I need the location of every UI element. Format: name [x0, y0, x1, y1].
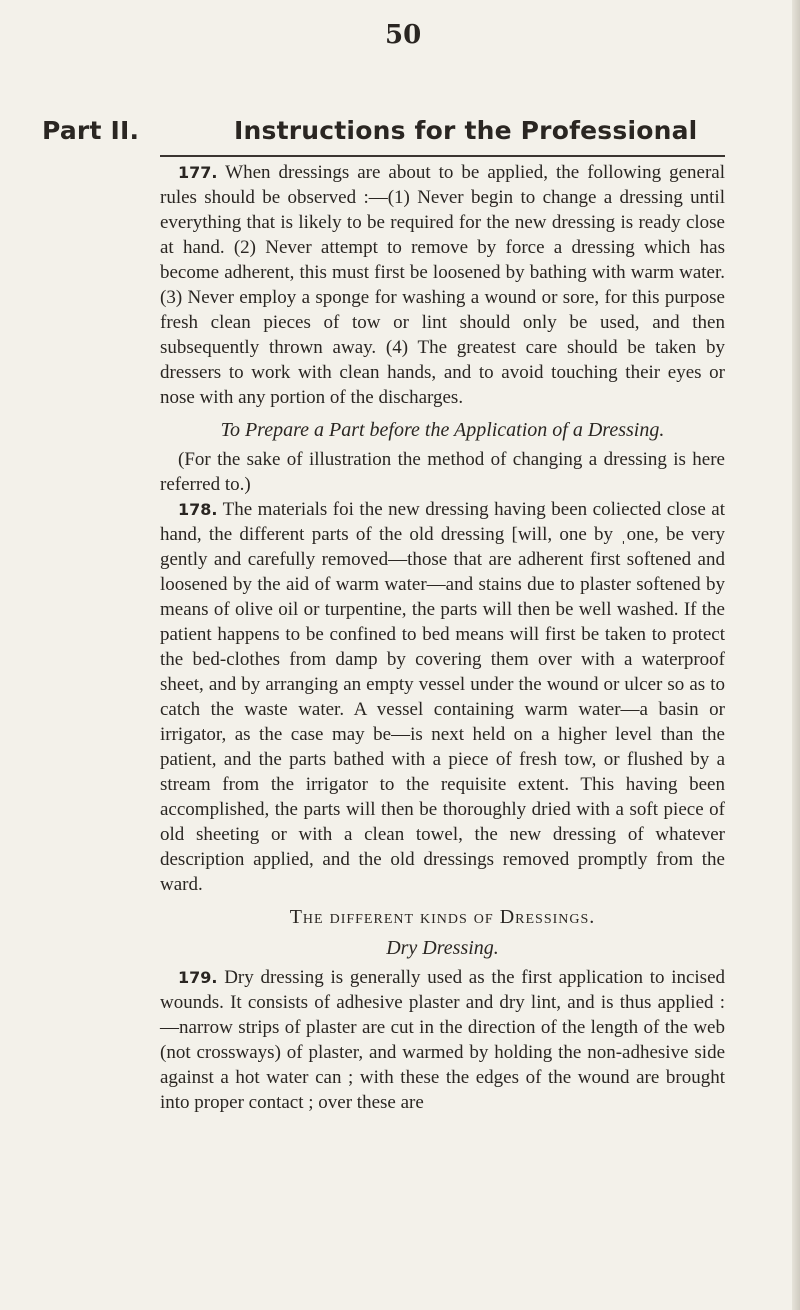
- running-head: [42, 116, 732, 152]
- subheading-prepare: To Prepare a Part before the Application of a Dressing.: [220, 419, 665, 441]
- paragraph-178: [160, 497, 725, 897]
- paragraph-text: When dressings are about to be applied, the following general rules should be observed :—(1) Never begin to change a dressing until everything that is likely to be required for the new dressing is ready close at hand. (2) Never attempt to remove by force a dressing which has become adherent, this must first be loosened by bathing with warm water. (3) Never employ a sponge for washing a wound or sore, for this purpose fresh clean pieces of tow or lint should only be used, and then subsequently thrown away. (4) The greatest care should be taken by dressers to work with clean hands, and to avoid touching their eyes or nose with any portion of the discharges.: [160, 162, 725, 408]
- header-rule: [160, 155, 725, 157]
- paragraph-text: The materials foi the new dressing having been coliected close at hand, the different parts of the old dressing [will, one by ˌone, be very gently and carefully removed—those that are adherent first softened and loosened by the aid of warm water—and stains due to plaster softened by means of olive oil or turpentine, the parts will then be well washed. If the patient happens to be confined to bed means will first be taken to protect the bed-clothes from damp by covering them over with a waterproof sheet, and by arranging an empty vessel under the wound or ulcer so as to catch the waste water. A vessel containing warm water—a basin or irrigator, as the case may be—is next held on a higher level than the patient, and the parts bathed with a piece of fresh tow, or flushed by a stream from the irrigator to the requisite extent. This having been accomplished, the parts will then be thoroughly dried with a soft piece of old sheeting or with a clean towel, the new dressing of whatever description applied, and the old dressings removed promptly from the ward.: [160, 499, 725, 895]
- running-title: Instructions for the Professional: [234, 116, 698, 145]
- paragraph-text: Dry dressing is generally used as the first application to incised wounds. It consists of adhesive plaster and dry lint, and is thus applied :—narrow strips of plaster are cut in the direction of the length of the web (not crossways) of plaster, and warmed by holding the non-adhesive side against a hot water can ; with these the edges of the wound are brought into proper contact ; over these are: [160, 967, 726, 1113]
- paragraph-number: 179.: [178, 968, 218, 987]
- body-text: [160, 160, 725, 1115]
- page-edge-shadow: [792, 0, 800, 1310]
- paragraph-number: 178.: [178, 500, 218, 519]
- part-label: Part II.: [42, 116, 140, 145]
- paragraph-177: [160, 160, 725, 410]
- paragraph-179: [160, 965, 725, 1115]
- section-heading: The different kinds of Dressings.: [289, 906, 596, 928]
- paragraph-number: 177.: [178, 163, 218, 182]
- page-number: 50: [385, 20, 422, 50]
- illustration-note: (For the sake of illustration the method of changing a dressing is here referred to.): [160, 449, 725, 495]
- section-subheading: Dry Dressing.: [386, 937, 499, 959]
